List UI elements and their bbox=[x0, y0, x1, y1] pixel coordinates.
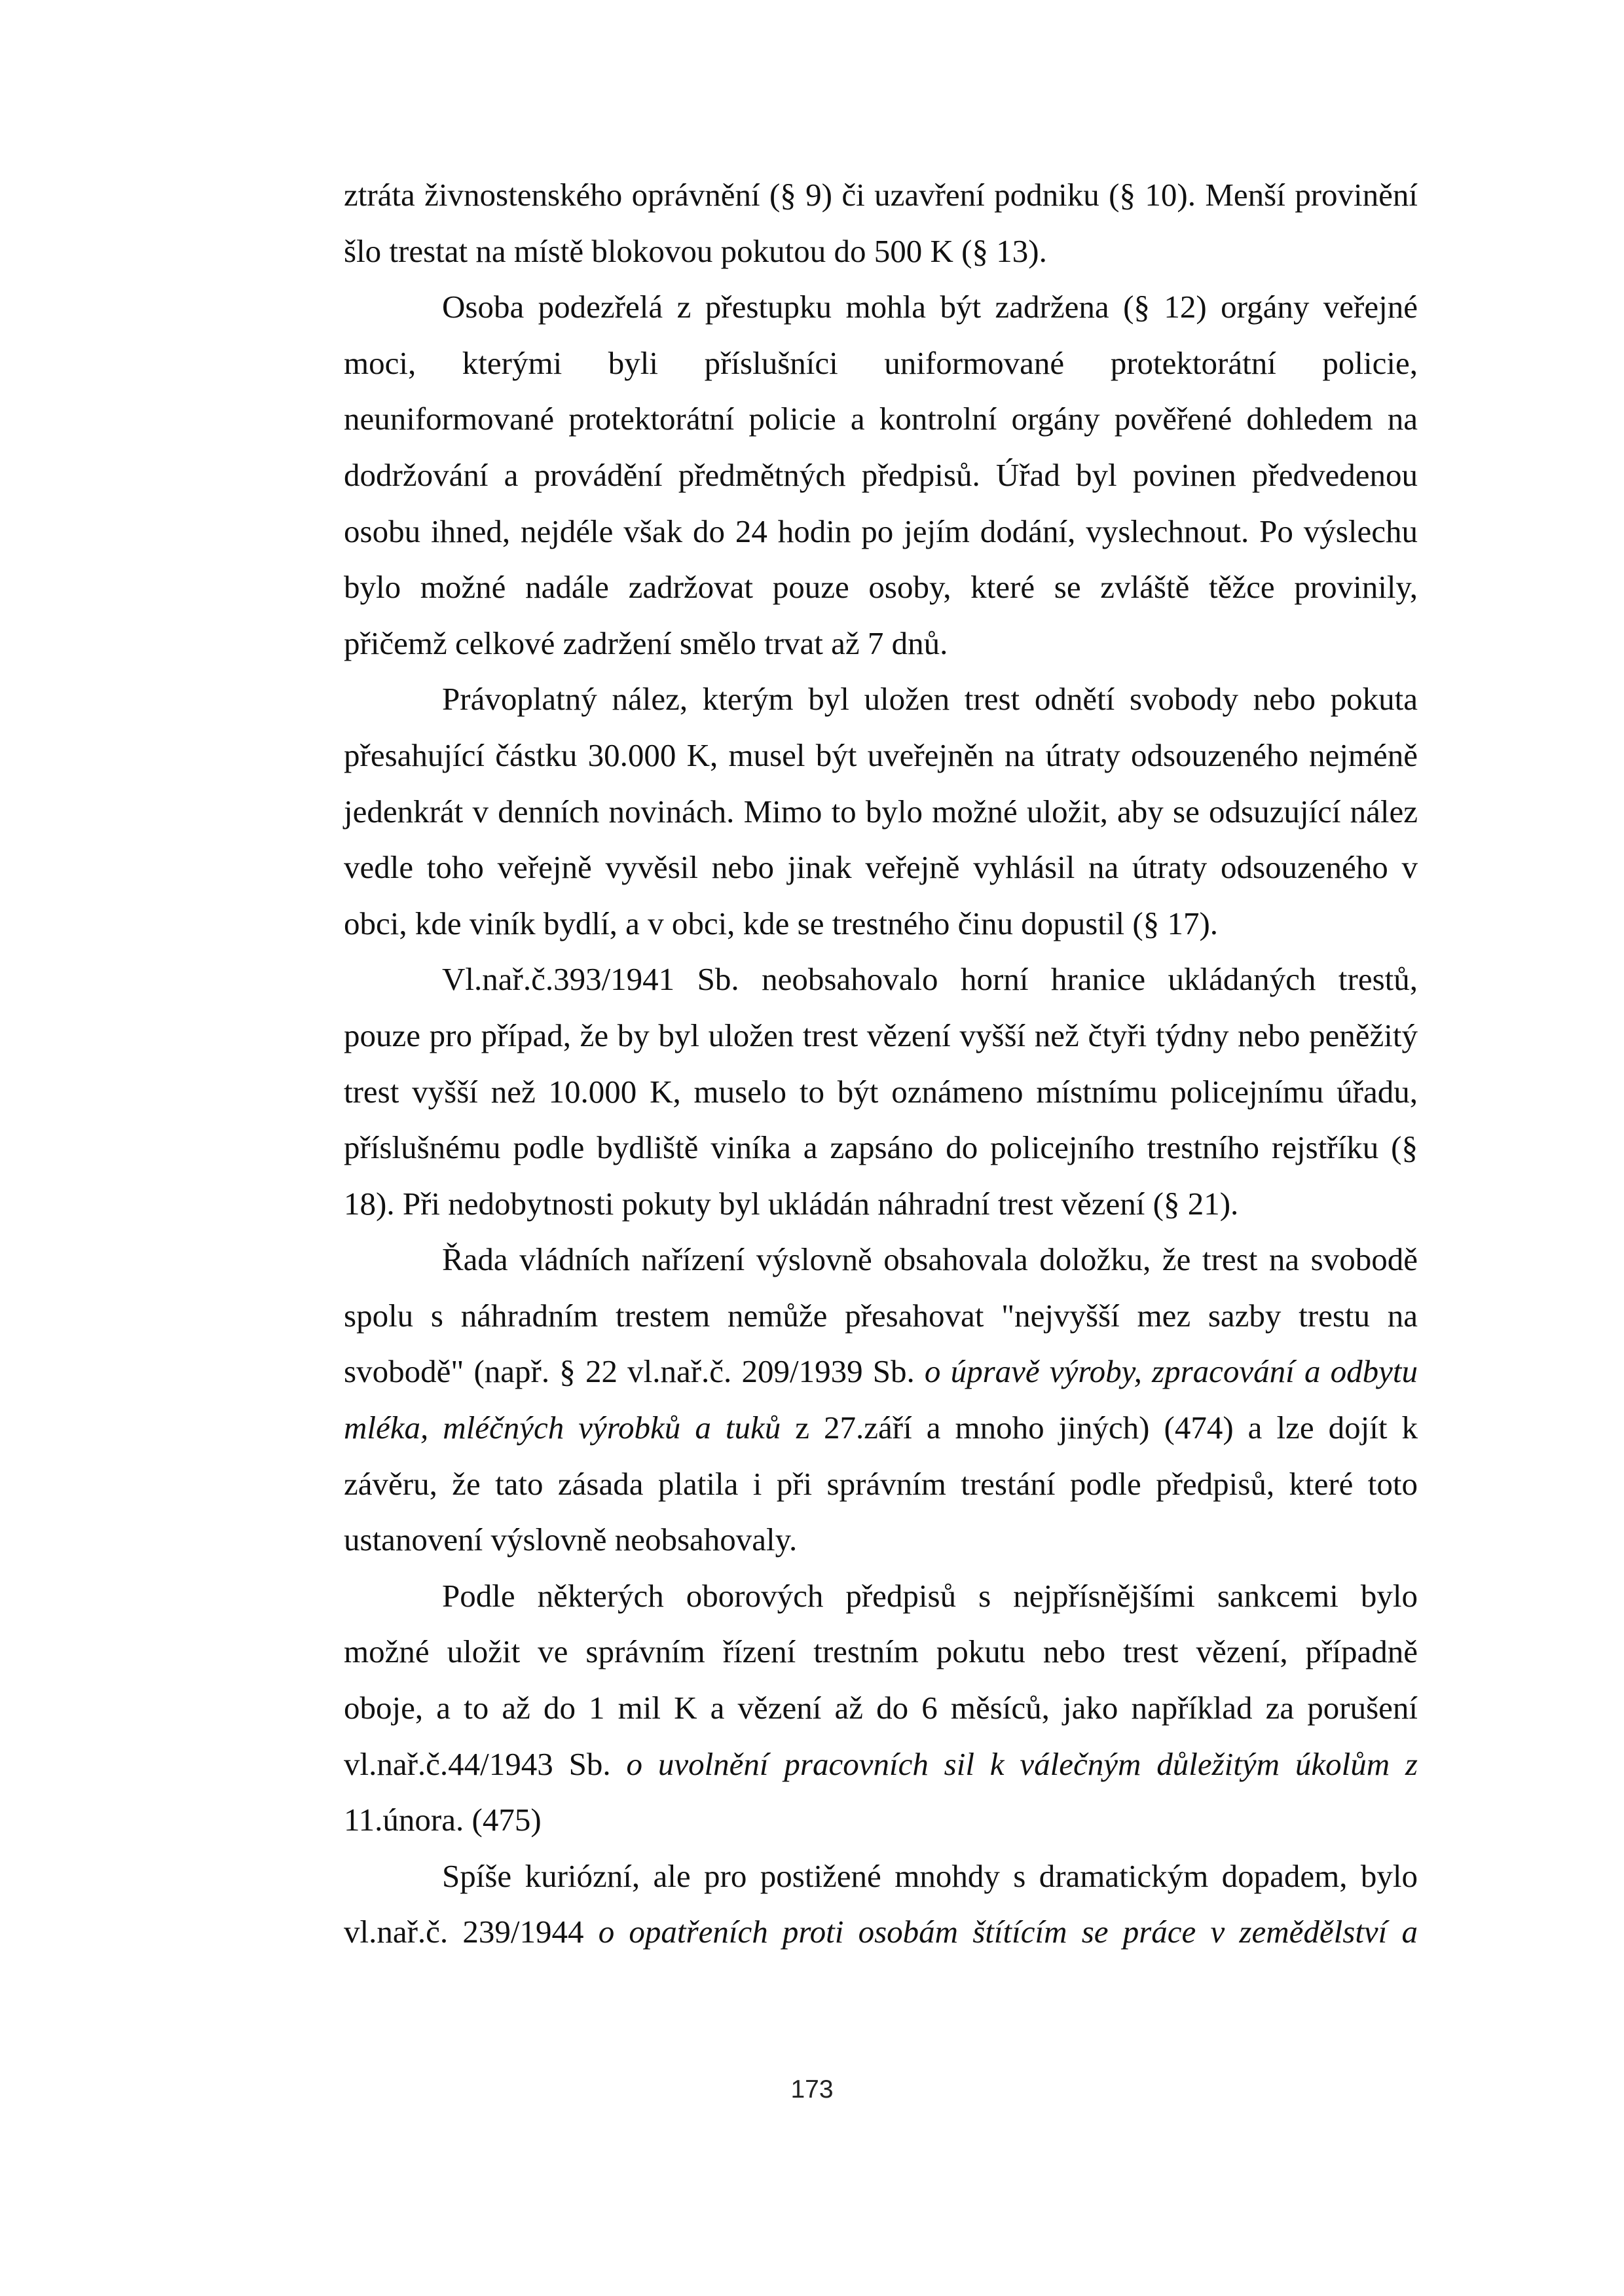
body-text: možné uložit ve správním řízení trestním pokutu nebo trest vězení, případně bbox=[344, 1633, 1418, 1670]
text-line bbox=[344, 1512, 1418, 1568]
text-line bbox=[344, 1231, 1418, 1288]
body-text: Právoplatný nález, kterým byl uložen trest odnětí svobody nebo pokuta bbox=[442, 681, 1418, 718]
body-text: šlo trestat na místě blokovou pokutou do 500 K (§ 13). bbox=[344, 232, 1047, 269]
body-text: neuniformované protektorátní policie a kontrolní orgány pověřené dohledem na bbox=[344, 401, 1418, 437]
italic-title-text: o úpravě výroby, zpracování a odbytu bbox=[924, 1353, 1418, 1390]
body-text: obci, kde viník bydlí, a v obci, kde se trestného činu dopustil (§ 17). bbox=[344, 905, 1219, 941]
text-line bbox=[344, 1792, 1418, 1848]
text-line bbox=[344, 1904, 1418, 1960]
text-line bbox=[344, 1176, 1418, 1232]
body-text: Vl.nař.č.393/1941 Sb. neobsahovalo horní hranice ukládaných trestů, bbox=[442, 961, 1418, 998]
text-line bbox=[344, 223, 1418, 280]
text-line bbox=[344, 335, 1418, 392]
text-line bbox=[344, 279, 1418, 335]
page-body bbox=[344, 167, 1418, 1960]
body-text: příslušnému podle bydliště viníka a zapsáno do policejního trestního rejstříku (§ bbox=[344, 1129, 1418, 1166]
text-line bbox=[344, 391, 1418, 447]
body-text: přičemž celkové zadržení smělo trvat až 7 dnů. bbox=[344, 625, 948, 661]
body-text: osobu ihned, nejdéle však do 24 hodin po jejím dodání, vyslechnout. Po výslechu bbox=[344, 513, 1418, 549]
body-text: bylo možné nadále zadržovat pouze osoby, které se zvláště těžce provinily, bbox=[344, 569, 1418, 606]
body-text: 11.února. (475) bbox=[344, 1802, 542, 1838]
text-line bbox=[344, 167, 1418, 223]
text-line bbox=[344, 559, 1418, 615]
body-text: spolu s náhradním trestem nemůže přesahovat "nejvyšší mez sazby trestu na bbox=[344, 1297, 1418, 1334]
body-text: vedle toho veřejně vyvěsil nebo jinak veřejně vyhlásil na útraty odsouzeného v bbox=[344, 849, 1418, 886]
body-text: Osoba podezřelá z přestupku mohla být zadržena (§ 12) orgány veřejné bbox=[442, 289, 1418, 325]
text-line bbox=[344, 1343, 1418, 1400]
text-line bbox=[344, 1736, 1418, 1793]
body-text: pouze pro případ, že by byl uložen trest vězení vyšší než čtyři týdny nebo peněžitý bbox=[344, 1017, 1418, 1053]
body-text: Řada vládních nařízení výslovně obsahovala doložku, že trest na svobodě bbox=[442, 1241, 1418, 1278]
body-text: ustanovení výslovně neobsahovaly. bbox=[344, 1522, 798, 1558]
text-line bbox=[344, 1064, 1418, 1120]
text-line bbox=[344, 951, 1418, 1008]
body-text: vl.nař.č.44/1943 Sb. bbox=[344, 1745, 627, 1782]
page-number: 173 bbox=[790, 2075, 834, 2104]
body-text: dodržování a provádění předmětných předpisů. Úřad byl povinen předvedenou bbox=[344, 456, 1418, 493]
body-text: vl.nař.č. 239/1944 bbox=[344, 1914, 599, 1950]
body-text: ztráta živnostenského oprávnění (§ 9) či uzavření podniku (§ 10). Menší provinění bbox=[344, 177, 1418, 213]
text-line bbox=[344, 503, 1418, 560]
italic-title-text: mléka, mléčných výrobků a tuků bbox=[344, 1410, 781, 1446]
text-line bbox=[344, 1456, 1418, 1512]
body-text: přesahující částku 30.000 K, musel být uveřejněn na útraty odsouzeného nejméně bbox=[344, 737, 1418, 773]
text-line bbox=[344, 839, 1418, 896]
text-line bbox=[344, 1008, 1418, 1064]
body-text: Podle některých oborových předpisů s nejpřísnějšími sankcemi bylo bbox=[442, 1577, 1418, 1614]
italic-title-text: o uvolnění pracovních sil k válečným důležitým úkolům z bbox=[626, 1745, 1418, 1782]
text-line bbox=[344, 1120, 1418, 1176]
body-text: svobodě" (např. § 22 vl.nař.č. 209/1939 Sb. bbox=[344, 1353, 925, 1390]
text-line bbox=[344, 896, 1418, 952]
text-line bbox=[344, 671, 1418, 727]
text-line bbox=[344, 1680, 1418, 1736]
body-text: trest vyšší než 10.000 K, muselo to být oznámeno místnímu policejnímu úřadu, bbox=[344, 1073, 1418, 1110]
text-line bbox=[344, 1568, 1418, 1624]
text-line bbox=[344, 1288, 1418, 1344]
text-line bbox=[344, 1624, 1418, 1680]
text-line bbox=[344, 727, 1418, 784]
body-text: závěru, že tato zásada platila i při správním trestání podle předpisů, které toto bbox=[344, 1465, 1418, 1502]
text-line bbox=[344, 784, 1418, 840]
body-text: moci, kterými byli příslušníci uniformované protektorátní policie, bbox=[344, 344, 1418, 381]
body-text: jedenkrát v denních novinách. Mimo to bylo možné uložit, aby se odsuzující nález bbox=[344, 793, 1418, 829]
body-text: z 27.září a mnoho jiných) (474) a lze dojít k bbox=[781, 1410, 1418, 1446]
body-text: Spíše kuriózní, ale pro postižené mnohdy s dramatickým dopadem, bylo bbox=[442, 1857, 1418, 1894]
text-line bbox=[344, 1848, 1418, 1904]
text-line bbox=[344, 447, 1418, 503]
body-text: oboje, a to až do 1 mil K a vězení až do 6 měsíců, jako například za porušení bbox=[344, 1690, 1418, 1726]
text-line bbox=[344, 1400, 1418, 1456]
body-text: 18). Při nedobytnosti pokuty byl ukládán náhradní trest vězení (§ 21). bbox=[344, 1185, 1239, 1222]
italic-title-text: o opatřeních proti osobám štítícím se práce v zemědělství a bbox=[598, 1914, 1418, 1950]
text-line bbox=[344, 615, 1418, 672]
